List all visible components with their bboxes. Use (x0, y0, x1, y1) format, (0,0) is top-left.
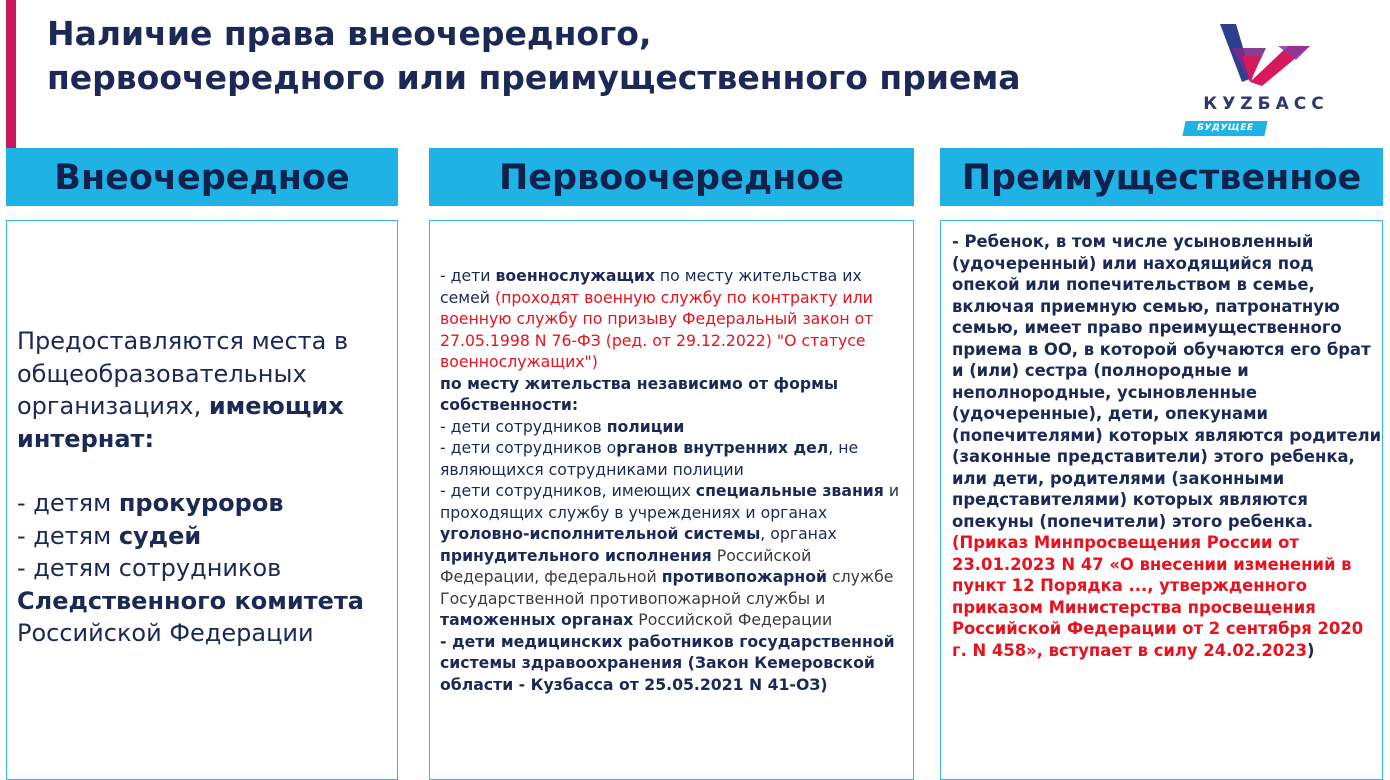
list-item (17, 487, 392, 520)
item-emphasis: рганов внутренних дел (616, 438, 829, 457)
list-item-prefix: - детям сотрудников (17, 554, 282, 582)
page-title (47, 12, 1021, 100)
item-emphasis: полиции (606, 416, 685, 436)
list-item-prefix: - детям (17, 521, 119, 550)
intro-text: Предоставляются места в общеобразовательных организациях, (17, 327, 349, 420)
item-emphasis: принудительного исполнения (440, 545, 712, 565)
item-text: , органах (760, 524, 837, 543)
law-reference: (проходят военную службу по контракту или военную службу по призыву Федеральный закон от 27.05.1998 N 76-ФЗ (ред. от 29.12.2022) "О статусе военнослужащих") (440, 287, 874, 371)
intro-emphasis: имеющих интернат: (17, 392, 344, 453)
order-text: Приказ Минпросвещения России от 23.01.2023 N 47 «О внесении изменений в пункт 12 Порядка ..., утвержденного приказом Министерства просвещения Российской Федерации от 2 сентября 2020 г. N 458», вступает в силу 24.02.2023 (952, 533, 1364, 660)
column-body-vneocherednoe (6, 220, 398, 780)
accent-bar (6, 0, 16, 148)
vneocherednoe-text (17, 325, 392, 650)
item-text: - дети (440, 266, 496, 285)
item-emphasis: противопожарной (661, 567, 828, 586)
item-text: , не являющихся сотрудниками полиции (440, 438, 859, 479)
logo-wordmark: КУZБАСС (1203, 94, 1329, 114)
list-item-suffix: Российской Федерации (17, 619, 314, 647)
kuzbass-v-logo-icon (1220, 20, 1310, 90)
column-body-preimushchestvennoe (940, 220, 1383, 780)
item-text: Российской Федерации, федеральной (440, 545, 812, 586)
item-text: и проходящих службу в учреждениях и органах (440, 481, 900, 522)
list-item (440, 480, 912, 631)
item-text: службе Государственной противопожарной службы и (440, 567, 894, 608)
list-item (17, 552, 392, 650)
column-header-preimushchestvennoe: Преимущественное (940, 148, 1383, 206)
item-text: по месту жительства их семей (440, 266, 862, 307)
item-emphasis: специальные звания (695, 481, 884, 500)
item-emphasis: по месту жительства независимо от формы собственности: (440, 373, 839, 414)
list-item (440, 437, 912, 480)
item-emphasis: уголовно-исполнительной системы (440, 524, 761, 543)
list-item-emphasis: Следственного комитета (17, 586, 364, 615)
item-emphasis: военнослужащих (495, 266, 655, 285)
list-item (17, 520, 392, 553)
vneocherednoe-intro (17, 325, 392, 455)
list-item-prefix: - детям (17, 489, 119, 517)
logo-tagline: БУДУЩЕЕ (1182, 121, 1267, 136)
list-item (440, 265, 912, 416)
item-text: - дети сотрудников о (440, 438, 617, 457)
paren-close: ) (1307, 640, 1315, 660)
list-item-emphasis: прокуроров (118, 489, 284, 517)
preimushchestvennoe-body: - Ребенок, в том числе усыновленный (удочеренный) или находящийся под опекой или попечительством в семье, включая приемную семью, патронатную семью, имеет право преимущественного приема в ОО, в которой обучаются его брат и (или) сестра (полнородные и неполнородные, усыновленные (удочеренные), дети, опекунами (попечителями) которых являются родители (законные представители) этого ребенка, или дети, родителями (законными представителями) которых являются опекуны (попечители) этого ребенка. (952, 232, 1382, 531)
column-body-pervoocherednoe (429, 220, 914, 780)
kuzbass-logo (1180, 20, 1350, 140)
item-text: Российской Федерации (633, 610, 833, 629)
list-item: - дети медицинских работников государственной системы здравоохранения (Закон Кемеровской области - Кузбасса от 25.05.2021 N 41-ОЗ) (440, 631, 895, 694)
paren-open: ( (952, 533, 960, 552)
item-text: - дети сотрудников, имеющих (440, 481, 696, 500)
list-item (440, 416, 912, 438)
pervoocherednoe-text (440, 265, 912, 695)
list-item-emphasis: судей (118, 521, 202, 550)
column-header-pervoocherednoe: Первоочередное (429, 148, 914, 206)
page-title-line-1: Наличие права внеочередного, (47, 14, 652, 53)
column-header-vneocherednoe: Внеочередное (6, 148, 398, 206)
item-text: - дети сотрудников (440, 416, 607, 436)
order-reference (952, 532, 1382, 661)
preimushchestvennoe-text (952, 231, 1382, 661)
item-emphasis: таможенных органах (440, 610, 634, 629)
page-title-line-2: первоочередного или преимущественного приема (47, 58, 1021, 97)
